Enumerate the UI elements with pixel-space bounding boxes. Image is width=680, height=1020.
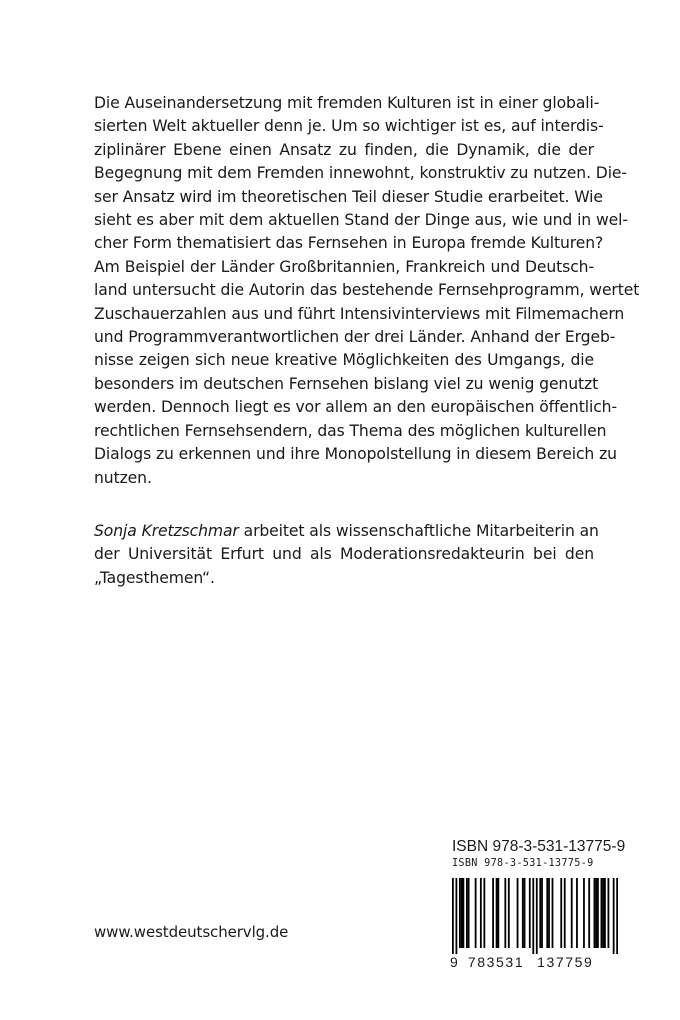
barcode-bar (483, 878, 485, 948)
barcode-bar (517, 878, 519, 948)
barcode-bar (583, 878, 585, 948)
ean-lead-digit: 9 (450, 954, 458, 970)
barcode-bar (461, 878, 463, 948)
ean-right-group: 137759 (537, 954, 594, 970)
barcode-bar (604, 878, 606, 948)
isbn-text: ISBN 978-3-531-13775-9 (452, 838, 626, 855)
description-line: Die Auseinandersetzung mit fremden Kulturen ist in einer globali- (94, 94, 600, 112)
barcode-bar (462, 878, 464, 948)
barcode-guard-bar (532, 878, 534, 954)
barcode-bar (546, 878, 548, 948)
barcode-bar (466, 878, 468, 948)
description-line: werden. Dennoch liegt es vor allem an den europäischen öffentlich- (94, 398, 617, 417)
description-line: Begegnung mit dem Fremden innewohnt, konstruktiv zu nutzen. Die- (94, 164, 627, 183)
ean-digits (450, 954, 620, 970)
author-bio-line: „Tagesthemen“. (94, 568, 215, 587)
description-line: land untersucht die Autorin das bestehende Fernsehprogramm, wertet (94, 281, 640, 300)
description-line: Dialogs zu erkennen und ihre Monopolstellung in diesem Bereich zu (94, 445, 617, 464)
description-line: rechtlichen Fernsehsendern, das Thema des möglichen kulturellen (94, 421, 607, 440)
barcode-guard-bar (455, 878, 457, 954)
isbn-label-block (452, 838, 626, 870)
barcode-guard-bar (536, 878, 538, 954)
ean-left-group: 783531 (467, 954, 525, 970)
description-line: nutzen. (94, 468, 152, 487)
author-bio-text: arbeitet als wissenschaftliche Mitarbeiterin an (238, 522, 599, 540)
barcode-bar (529, 878, 531, 948)
ean-barcode (452, 878, 618, 954)
barcode-bar (496, 878, 498, 948)
isbn-ocr-text: ISBN 978-3-531-13775-9 (452, 858, 594, 869)
barcode-bar (539, 878, 541, 948)
barcode-guard-bar (616, 878, 618, 954)
barcode-bar (522, 878, 524, 948)
barcode-guard-bar (613, 878, 615, 954)
description-line: ser Ansatz wird im theoretischen Teil dieser Studie erarbeitet. Wie (94, 187, 603, 206)
barcode-bar (548, 878, 550, 948)
barcode-bar (468, 878, 470, 948)
barcode-bar (602, 878, 604, 948)
barcode-bar (601, 878, 603, 948)
barcode-bar (497, 878, 499, 948)
barcode-bar (608, 878, 610, 948)
description-line: Am Beispiel der Länder Großbritannien, Frankreich und Deutsch- (94, 257, 594, 276)
author-name: Sonja Kretzschmar (94, 522, 239, 540)
barcode-bar (564, 878, 566, 948)
author-bio-line: der Universität Erfurt und als Moderationsredakteurin bei den (94, 545, 594, 564)
barcode-bar (508, 878, 510, 948)
author-bio-line (94, 520, 599, 543)
barcode-bar (588, 878, 590, 948)
barcode-bar (459, 878, 461, 948)
barcode-bar (597, 878, 599, 948)
description-line: sieht es aber mit dem aktuellen Stand der Dinge aus, wie und in wel- (94, 211, 628, 230)
description-line: sierten Welt aktueller denn je. Um so wichtiger ist es, auf interdis- (94, 117, 604, 136)
barcode-bar (480, 878, 482, 948)
barcode-bar (475, 878, 477, 948)
barcode-guard-bar (452, 878, 454, 954)
barcode-bar (541, 878, 543, 948)
book-description (94, 92, 640, 490)
author-bio (94, 520, 599, 590)
publisher-website: www.westdeutschervlg.de (94, 923, 289, 941)
description-line: und Programmverantwortlichen der drei Länder. Anhand der Ergeb- (94, 328, 616, 347)
description-line: ziplinärer Ebene einen Ansatz zu finden, die Dynamik, die der (94, 140, 594, 159)
description-line: cher Form thematisiert das Fernsehen in Europa fremde Kulturen? (94, 234, 604, 253)
barcode-bar (560, 878, 562, 948)
barcode-bar (504, 878, 506, 948)
barcode-bar (594, 878, 596, 948)
description-line: nisse zeigen sich neue kreative Möglichkeiten des Umgangs, die (94, 351, 594, 370)
barcode-bar (595, 878, 597, 948)
description-line: Zuschauerzahlen aus und führt Intensivinterviews mit Filmemachern (94, 304, 625, 323)
description-line: besonders im deutschen Fernsehen bislang viel zu wenig genutzt (94, 374, 599, 393)
barcode-bar (552, 878, 554, 948)
barcode-bar (571, 878, 573, 948)
barcode-bar (524, 878, 526, 948)
barcode-bar (492, 878, 494, 948)
barcode-bar (576, 878, 578, 948)
